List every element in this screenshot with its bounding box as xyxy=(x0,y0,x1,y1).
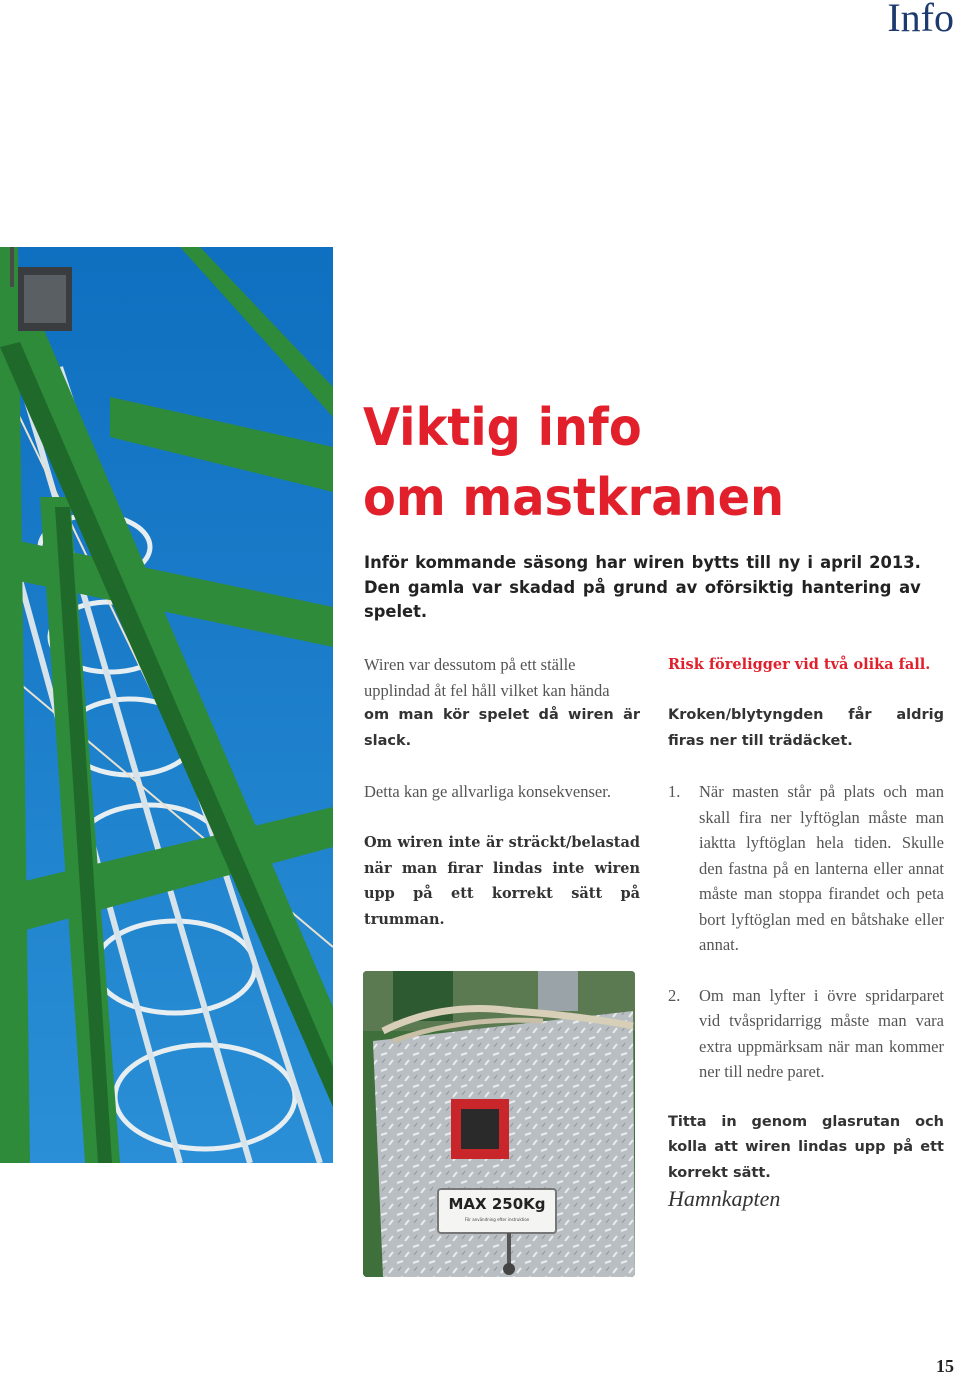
list-item xyxy=(668,983,944,1085)
intro-text: Inför kommande säsong har wiren bytts till ny i april 2013. Den gamla var skadad på grund av oförsiktig hantering av spelet. xyxy=(364,553,921,622)
warning-text: Kroken/blytyngden får aldrig firas ner till trädäcket. xyxy=(668,707,944,749)
signature: Hamnkapten xyxy=(668,1185,781,1211)
left-paragraph-2: om man kör spelet då wiren är slack. xyxy=(364,707,640,749)
max-load-sign-text: MAX 250Kg xyxy=(448,1195,546,1213)
winch-box-photo xyxy=(363,971,635,1277)
closing-text: Titta in genom glasrutan och kolla att wiren lindas upp på ett korrekt sätt. xyxy=(668,1113,944,1181)
page-number: 15 xyxy=(936,1356,954,1376)
right-column xyxy=(668,652,944,1211)
article-title xyxy=(363,393,784,533)
list-item-text: När masten står på plats och man skall fira ner lyftöglan måste man iaktta lyftöglan hela tiden. Skulle den fastna på en lanterna eller annat måste man stoppa firandet och peta bort lyftöglan med en båtshake eller annat. xyxy=(699,782,944,954)
left-column xyxy=(364,652,640,932)
risk-list xyxy=(668,779,944,1085)
list-item-number: 1. xyxy=(668,782,681,801)
left-paragraph-1: Wiren var dessutom på ett ställe upplindad åt fel håll vilket kan hända xyxy=(364,655,610,700)
risk-heading: Risk föreligger vid två olika fall. xyxy=(668,656,931,673)
list-item xyxy=(668,779,944,958)
left-paragraph-3: Detta kan ge allvarliga konsekvenser. xyxy=(364,782,611,801)
title-line-2: om mastkranen xyxy=(363,468,785,528)
list-item-text: Om man lyfter i övre spridarparet vid tvåspridarrigg måste man vara extra uppmärksam när man kommer ner till nedre paret. xyxy=(699,985,944,1081)
max-load-sign-subtext: För användning efter instruktion xyxy=(464,1217,530,1222)
left-paragraph-4: Om wiren inte är sträckt/belastad när man firar lindas inte wiren upp på ett korrekt sätt på trumman. xyxy=(364,834,640,928)
section-label: Info xyxy=(887,0,954,40)
mast-crane-photo xyxy=(0,247,333,1163)
title-line-1: Viktig info xyxy=(363,398,642,458)
list-item-number: 2. xyxy=(668,985,681,1005)
